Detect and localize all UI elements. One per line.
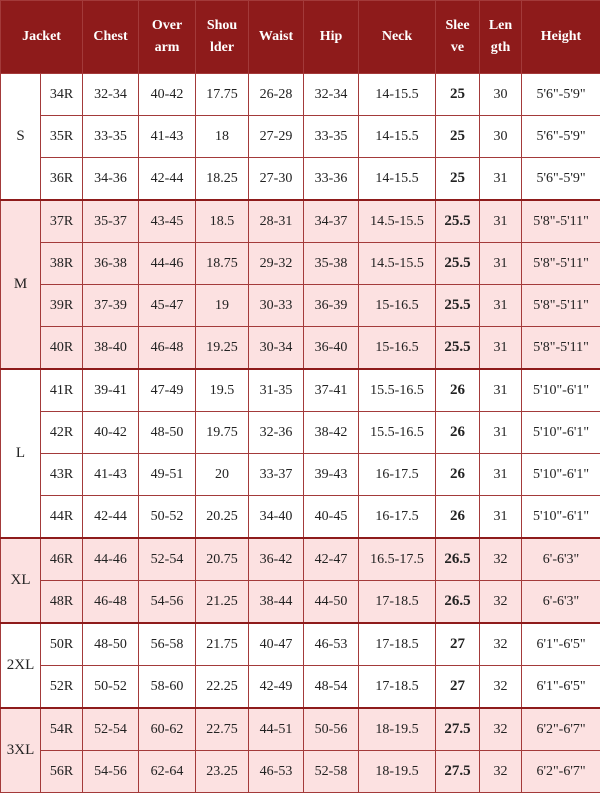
table-cell: 22.75 (196, 708, 249, 751)
table-cell: 48-50 (83, 623, 139, 666)
table-cell: 44R (41, 496, 83, 539)
table-cell: 14.5-15.5 (359, 200, 436, 243)
table-cell: 22.25 (196, 666, 249, 709)
table-cell: 32 (480, 538, 522, 581)
table-cell: 31-35 (249, 369, 304, 412)
table-cell: 19.25 (196, 327, 249, 370)
table-cell: 6'1"-6'5" (522, 623, 600, 666)
table-cell: 14-15.5 (359, 158, 436, 201)
table-cell: 31 (480, 327, 522, 370)
table-cell: 15-16.5 (359, 285, 436, 327)
table-cell: 35R (41, 116, 83, 158)
column-header (83, 1, 139, 74)
table-cell: 14-15.5 (359, 74, 436, 116)
table-cell: 34R (41, 74, 83, 116)
table-cell: 20.25 (196, 496, 249, 539)
table-cell: 45-47 (139, 285, 196, 327)
size-group-label: S (1, 74, 41, 201)
table-cell: 46-53 (304, 623, 359, 666)
column-header (436, 1, 480, 74)
header-row (1, 1, 600, 74)
table-cell: 36R (41, 158, 83, 201)
header-text: Jacket (22, 29, 61, 44)
column-header (1, 1, 83, 74)
table-cell: 18.5 (196, 200, 249, 243)
table-cell: 40-47 (249, 623, 304, 666)
table-cell: 19.75 (196, 412, 249, 454)
table-cell: 5'10"-6'1" (522, 369, 600, 412)
table-cell: 54-56 (139, 581, 196, 624)
table-cell: 5'10"-6'1" (522, 496, 600, 539)
table-cell: 44-50 (304, 581, 359, 624)
table-cell: 42-44 (139, 158, 196, 201)
table-cell: 50-52 (139, 496, 196, 539)
header-text: Len (488, 18, 513, 33)
table-cell: 14-15.5 (359, 116, 436, 158)
table-cell: 27-30 (249, 158, 304, 201)
table-cell: 35-38 (304, 243, 359, 285)
table-cell: 17-18.5 (359, 581, 436, 624)
table-cell: 5'10"-6'1" (522, 454, 600, 496)
table-cell: 43R (41, 454, 83, 496)
table-cell: 26 (436, 496, 480, 539)
table-cell: 31 (480, 158, 522, 201)
table-cell: 48-50 (139, 412, 196, 454)
table-cell: 28-31 (249, 200, 304, 243)
table-cell: 29-32 (249, 243, 304, 285)
table-cell: 6'1"-6'5" (522, 666, 600, 709)
table-cell: 16-17.5 (359, 454, 436, 496)
table-cell: 30 (480, 74, 522, 116)
table-cell: 15.5-16.5 (359, 369, 436, 412)
table-row (1, 369, 600, 412)
table-cell: 18-19.5 (359, 751, 436, 793)
table-cell: 42-44 (83, 496, 139, 539)
table-cell: 50-52 (83, 666, 139, 709)
column-header (480, 1, 522, 74)
header-text: arm (154, 40, 180, 55)
table-cell: 25.5 (436, 243, 480, 285)
table-row (1, 327, 600, 370)
table-cell: 42-49 (249, 666, 304, 709)
table-cell: 35-37 (83, 200, 139, 243)
table-cell: 17.75 (196, 74, 249, 116)
table-cell: 5'6"-5'9" (522, 158, 600, 201)
header-text: Waist (258, 29, 294, 44)
table-cell: 26.5 (436, 538, 480, 581)
table-cell: 32 (480, 708, 522, 751)
table-cell: 15.5-16.5 (359, 412, 436, 454)
column-header (304, 1, 359, 74)
table-cell: 5'8"-5'11" (522, 327, 600, 370)
table-cell: 18.75 (196, 243, 249, 285)
table-cell: 16-17.5 (359, 496, 436, 539)
table-cell: 56-58 (139, 623, 196, 666)
size-group-label: XL (1, 538, 41, 623)
table-cell: 34-40 (249, 496, 304, 539)
size-group-label: 2XL (1, 623, 41, 708)
table-cell: 37-39 (83, 285, 139, 327)
table-cell: 33-35 (83, 116, 139, 158)
table-cell: 31 (480, 369, 522, 412)
table-cell: 25 (436, 74, 480, 116)
table-cell: 58-60 (139, 666, 196, 709)
table-cell: 31 (480, 496, 522, 539)
table-cell: 39-43 (304, 454, 359, 496)
size-group-label: L (1, 369, 41, 538)
table-cell: 56R (41, 751, 83, 793)
table-cell: 18.25 (196, 158, 249, 201)
table-cell: 32 (480, 581, 522, 624)
table-cell: 5'6"-5'9" (522, 74, 600, 116)
table-cell: 37R (41, 200, 83, 243)
table-cell: 25 (436, 116, 480, 158)
table-cell: 32-34 (83, 74, 139, 116)
table-cell: 42R (41, 412, 83, 454)
table-cell: 23.25 (196, 751, 249, 793)
table-cell: 46R (41, 538, 83, 581)
table-cell: 6'-6'3" (522, 581, 600, 624)
table-row (1, 116, 600, 158)
table-cell: 36-42 (249, 538, 304, 581)
table-cell: 36-40 (304, 327, 359, 370)
table-cell: 20.75 (196, 538, 249, 581)
table-cell: 52R (41, 666, 83, 709)
table-cell: 5'8"-5'11" (522, 243, 600, 285)
header-text: Slee (445, 18, 470, 33)
table-cell: 5'10"-6'1" (522, 412, 600, 454)
table-cell: 18 (196, 116, 249, 158)
table-cell: 25 (436, 158, 480, 201)
table-cell: 39-41 (83, 369, 139, 412)
table-cell: 17-18.5 (359, 623, 436, 666)
table-row (1, 200, 600, 243)
table-cell: 43-45 (139, 200, 196, 243)
table-body (1, 74, 600, 793)
table-cell: 26 (436, 412, 480, 454)
table-cell: 40-42 (139, 74, 196, 116)
table-row (1, 538, 600, 581)
table-cell: 16.5-17.5 (359, 538, 436, 581)
table-cell: 5'8"-5'11" (522, 285, 600, 327)
table-cell: 30 (480, 116, 522, 158)
table-cell: 48-54 (304, 666, 359, 709)
table-cell: 27-29 (249, 116, 304, 158)
table-cell: 54-56 (83, 751, 139, 793)
table-cell: 6'2"-6'7" (522, 708, 600, 751)
table-cell: 33-36 (304, 158, 359, 201)
table-cell: 38-42 (304, 412, 359, 454)
header-text: Hip (319, 29, 343, 44)
table-cell: 49-51 (139, 454, 196, 496)
table-cell: 38-40 (83, 327, 139, 370)
table-row (1, 751, 600, 793)
table-cell: 40-45 (304, 496, 359, 539)
table-row (1, 243, 600, 285)
table-row (1, 581, 600, 624)
table-cell: 27.5 (436, 708, 480, 751)
table-cell: 32 (480, 666, 522, 709)
table-cell: 40-42 (83, 412, 139, 454)
table-cell: 52-54 (83, 708, 139, 751)
table-row (1, 285, 600, 327)
table-cell: 6'-6'3" (522, 538, 600, 581)
table-cell: 6'2"-6'7" (522, 751, 600, 793)
table-cell: 26 (436, 369, 480, 412)
table-cell: 50R (41, 623, 83, 666)
table-cell: 42-47 (304, 538, 359, 581)
table-cell: 27.5 (436, 751, 480, 793)
table-row (1, 158, 600, 201)
table-cell: 32-36 (249, 412, 304, 454)
table-cell: 25.5 (436, 285, 480, 327)
table-row (1, 623, 600, 666)
table-row (1, 666, 600, 709)
header-text: ve (450, 40, 465, 55)
table-row (1, 708, 600, 751)
table-cell: 62-64 (139, 751, 196, 793)
table-cell: 44-46 (83, 538, 139, 581)
table-cell: 41R (41, 369, 83, 412)
column-header (196, 1, 249, 74)
header-text: gth (490, 40, 511, 55)
table-cell: 15-16.5 (359, 327, 436, 370)
table-cell: 19 (196, 285, 249, 327)
table-row (1, 496, 600, 539)
table-cell: 5'8"-5'11" (522, 200, 600, 243)
table-cell: 34-36 (83, 158, 139, 201)
table-cell: 30-34 (249, 327, 304, 370)
table-cell: 54R (41, 708, 83, 751)
table-cell: 41-43 (139, 116, 196, 158)
table-cell: 46-48 (83, 581, 139, 624)
table-cell: 38R (41, 243, 83, 285)
table-cell: 25.5 (436, 327, 480, 370)
header-text: lder (209, 40, 235, 55)
header-text: Over (151, 18, 183, 33)
table-cell: 31 (480, 412, 522, 454)
size-group-label: 3XL (1, 708, 41, 793)
table-cell: 19.5 (196, 369, 249, 412)
table-row (1, 412, 600, 454)
table-cell: 25.5 (436, 200, 480, 243)
table-cell: 17-18.5 (359, 666, 436, 709)
table-cell: 32 (480, 623, 522, 666)
column-header (522, 1, 600, 74)
table-cell: 40R (41, 327, 83, 370)
table-cell: 50-56 (304, 708, 359, 751)
table-cell: 32 (480, 751, 522, 793)
table-cell: 26 (436, 454, 480, 496)
table-cell: 48R (41, 581, 83, 624)
header-text: Shou (206, 18, 238, 33)
table-cell: 21.75 (196, 623, 249, 666)
table-cell: 31 (480, 200, 522, 243)
table-cell: 31 (480, 243, 522, 285)
column-header (139, 1, 196, 74)
table-cell: 31 (480, 454, 522, 496)
header-text: Height (540, 29, 582, 44)
table-cell: 18-19.5 (359, 708, 436, 751)
table-cell: 33-35 (304, 116, 359, 158)
table-cell: 44-51 (249, 708, 304, 751)
table-cell: 5'6"-5'9" (522, 116, 600, 158)
column-header (359, 1, 436, 74)
table-row (1, 74, 600, 116)
table-cell: 30-33 (249, 285, 304, 327)
table-cell: 46-48 (139, 327, 196, 370)
table-cell: 39R (41, 285, 83, 327)
header-text: Neck (381, 29, 413, 44)
table-cell: 33-37 (249, 454, 304, 496)
table-cell: 31 (480, 285, 522, 327)
table-row (1, 454, 600, 496)
table-cell: 36-38 (83, 243, 139, 285)
table-cell: 46-53 (249, 751, 304, 793)
table-cell: 21.25 (196, 581, 249, 624)
table-cell: 27 (436, 666, 480, 709)
table-cell: 52-54 (139, 538, 196, 581)
table-cell: 60-62 (139, 708, 196, 751)
size-group-label: M (1, 200, 41, 369)
table-cell: 26-28 (249, 74, 304, 116)
table-cell: 26.5 (436, 581, 480, 624)
table-header (1, 1, 600, 74)
column-header (249, 1, 304, 74)
table-cell: 27 (436, 623, 480, 666)
table-cell: 52-58 (304, 751, 359, 793)
table-cell: 14.5-15.5 (359, 243, 436, 285)
table-cell: 34-37 (304, 200, 359, 243)
header-text: Chest (93, 29, 128, 44)
table-cell: 37-41 (304, 369, 359, 412)
table-cell: 44-46 (139, 243, 196, 285)
table-cell: 20 (196, 454, 249, 496)
table-cell: 47-49 (139, 369, 196, 412)
table-cell: 32-34 (304, 74, 359, 116)
table-cell: 36-39 (304, 285, 359, 327)
table-cell: 38-44 (249, 581, 304, 624)
table-cell: 41-43 (83, 454, 139, 496)
